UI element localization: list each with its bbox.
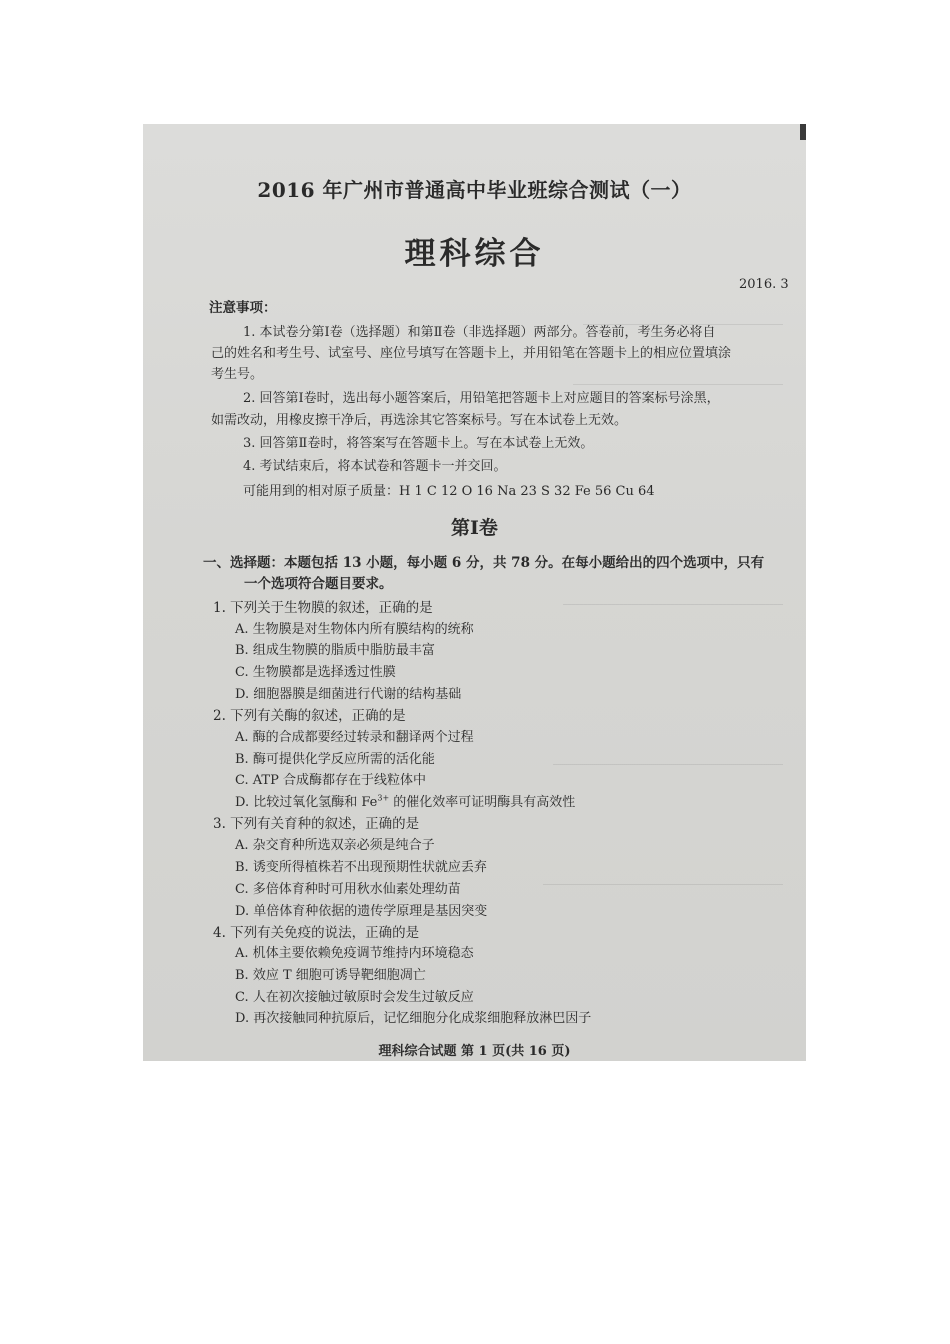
question-3-option-a: A. 杂交育种所选双亲必须是纯合子 (235, 838, 435, 853)
question-4-stem: 4. 下列有关免疫的说法，正确的是 (213, 925, 420, 941)
note-2-line-2: 如需改动，用橡皮擦干净后，再选涂其它答案标号。写在本试卷上无效。 (211, 413, 628, 428)
note-2-line-1: 2. 回答第Ⅰ卷时，选出每小题答案后，用铅笔把答题卡上对应题目的答案标号涂黑， (243, 391, 720, 406)
question-3-option-c: C. 多倍体育种时可用秋水仙素处理幼苗 (235, 882, 461, 897)
bleed-through-line (553, 764, 783, 765)
note-1-line-1: 1. 本试卷分第Ⅰ卷（选择题）和第Ⅱ卷（非选择题）两部分。答卷前，考生务必将自 (243, 325, 716, 340)
question-4-option-d: D. 再次接触同种抗原后，记忆细胞分化成浆细胞释放淋巴因子 (235, 1011, 592, 1026)
page-edge-shadow (800, 124, 806, 140)
question-1-option-c: C. 生物膜都是选择透过性膜 (235, 665, 396, 680)
question-3-option-d: D. 单倍体育种依据的遗传学原理是基因突变 (235, 904, 488, 919)
note-1-line-3: 考生号。 (211, 367, 264, 382)
question-2-option-a: A. 酶的合成都要经过转录和翻译两个过程 (235, 730, 474, 745)
question-1-stem: 1. 下列关于生物膜的叙述，正确的是 (213, 600, 433, 616)
note-4: 4. 考试结束后，将本试卷和答题卡一并交回。 (243, 459, 507, 474)
question-2-stem: 2. 下列有关酶的叙述，正确的是 (213, 708, 406, 724)
section-instructions-line-1: 一、选择题：本题包括 13 小题，每小题 6 分，共 78 分。在每小题给出的四个选项中，只有 (203, 555, 765, 571)
question-3-option-b: B. 诱变所得植株若不出现预期性状就应丢弃 (235, 860, 487, 875)
question-4-option-b: B. 效应 T 细胞可诱导靶细胞凋亡 (235, 968, 426, 983)
question-4-option-c: C. 人在初次接触过敏原时会发生过敏反应 (235, 990, 474, 1005)
question-2-option-d (235, 791, 575, 810)
volume-title: 第Ⅰ卷 (451, 517, 498, 539)
question-2-option-c: C. ATP 合成酶都存在于线粒体中 (235, 773, 426, 788)
question-2-option-d-text-end: 的催化效率可证明酶具有高效性 (389, 795, 576, 810)
question-2-option-b: B. 酶可提供化学反应所需的活化能 (235, 752, 435, 767)
question-1-option-a: A. 生物膜是对生物体内所有膜结构的统称 (235, 622, 474, 637)
bleed-through-line (563, 604, 783, 605)
question-4-option-a: A. 机体主要依赖免疫调节维持内环境稳态 (235, 946, 474, 961)
bleed-through-line (543, 884, 783, 885)
note-3: 3. 回答第Ⅱ卷时，将答案写在答题卡上。写在本试卷上无效。 (243, 436, 594, 451)
bleed-through-line (573, 384, 783, 385)
question-2-option-d-text: D. 比较过氧化氢酶和 Fe (235, 795, 378, 810)
question-3-stem: 3. 下列有关育种的叙述，正确的是 (213, 816, 420, 832)
page-footer: 理科综合试题 第 1 页(共 16 页) (378, 1044, 571, 1059)
question-1-option-d: D. 细胞器膜是细菌进行代谢的结构基础 (235, 687, 462, 702)
exam-subject: 理科综合 (404, 236, 545, 272)
notes-heading: 注意事项： (209, 300, 277, 316)
note-1-line-2: 己的姓名和考生号、试室号、座位号填写在答题卡上，并用铅笔在答题卡上的相应位置填涂 (211, 346, 732, 361)
exam-title: 2016 年广州市普通高中毕业班综合测试（一） (257, 178, 692, 202)
iron-charge-superscript: 3+ (377, 793, 390, 803)
exam-page-photo (143, 124, 806, 1061)
section-instructions-line-2: 一个选项符合题目要求。 (244, 576, 393, 592)
question-1-option-b: B. 组成生物膜的脂质中脂肪最丰富 (235, 643, 435, 658)
atomic-masses: 可能用到的相对原子质量：H 1 C 12 O 16 Na 23 S 32 Fe 56 Cu 64 (243, 484, 655, 499)
exam-date: 2016. 3 (739, 277, 789, 292)
